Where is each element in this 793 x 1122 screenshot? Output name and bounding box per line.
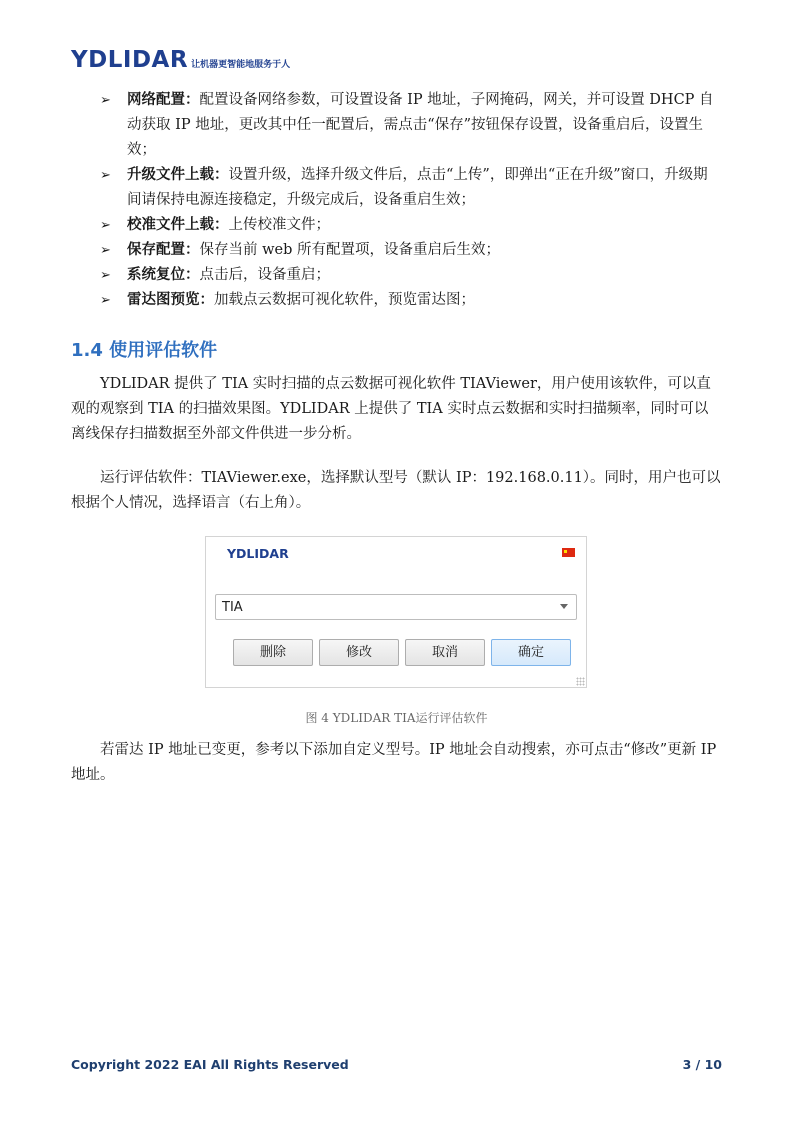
list-item — [100, 263, 720, 288]
model-select[interactable] — [215, 594, 577, 620]
list-item-text: 保存当前 web 所有配置项，设备重启后生效； — [199, 242, 500, 258]
chevron-down-icon[interactable] — [560, 604, 568, 609]
header-logo — [71, 48, 290, 72]
list-item — [100, 238, 720, 263]
list-item-text: 设置升级，选择升级文件后，点击“上传”，即弹出“正在升级”窗口，升级期间请保持电源连接稳定，升级完成后，设备重启生效； — [127, 167, 708, 208]
list-item-text: 加载点云数据可视化软件，预览雷达图； — [214, 292, 475, 308]
list-item-term: 校准文件上载： — [127, 217, 229, 233]
paragraph-run-software: 运行评估软件：TIAViewer.exe，选择默认型号（默认 IP：192.168.0.11）。同时，用户也可以根据个人情况，选择语言（右上角）。 — [71, 470, 721, 511]
list-item-text: 上传校准文件； — [228, 217, 330, 233]
page-footer — [71, 1057, 722, 1072]
list-item-term: 网络配置： — [127, 92, 200, 108]
arrow-bullet-icon: ➢ — [100, 218, 111, 233]
paragraph-ip-change: 若雷达 IP 地址已变更，参考以下添加自定义型号。IP 地址会自动搜索，亦可点击“修改”更新 IP 地址。 — [71, 742, 717, 783]
resize-grip-icon[interactable] — [576, 677, 585, 686]
model-select-value: TIA — [222, 600, 243, 615]
tiaviewer-dialog — [205, 536, 587, 688]
dialog-logo: YDLIDAR — [227, 546, 289, 561]
arrow-bullet-icon: ➢ — [100, 268, 111, 283]
figure-caption: 图 4 YDLIDAR TIA运行评估软件 — [305, 711, 488, 725]
cancel-button[interactable]: 取消 — [405, 639, 485, 666]
arrow-bullet-icon: ➢ — [100, 93, 111, 108]
logo-text: YDLIDAR — [71, 47, 189, 73]
page-number: 3 / 10 — [682, 1057, 722, 1072]
list-item — [100, 88, 720, 163]
list-item — [100, 163, 720, 213]
list-item-text: 配置设备网络参数，可设置设备 IP 地址，子网掩码，网关，并可设置 DHCP 自动获取 IP 地址，更改其中任一配置后，需点击“保存”按钮保存设置，设备重启后，设置生效； — [127, 92, 714, 158]
list-item — [100, 213, 720, 238]
list-item-term: 升级文件上载： — [127, 167, 229, 183]
arrow-bullet-icon: ➢ — [100, 168, 111, 183]
ok-button[interactable]: 确定 — [491, 639, 571, 666]
modify-button[interactable]: 修改 — [319, 639, 399, 666]
delete-button[interactable]: 删除 — [233, 639, 313, 666]
arrow-bullet-icon: ➢ — [100, 293, 111, 308]
paragraph-intro: YDLIDAR 提供了 TIA 实时扫描的点云数据可视化软件 TIAViewer，用户使用该软件，可以直观的观察到 TIA 的扫描效果图。YDLIDAR 上提供了 TIA 实时点云数据和实时扫描频率，同时可以离线保存扫描数据至外部文件供进一步分析。 — [71, 376, 711, 442]
list-item-term: 保存配置： — [127, 242, 200, 258]
list-item — [100, 288, 720, 313]
list-item-term: 雷达图预览： — [127, 292, 214, 308]
section-title: 1.4 使用评估软件 — [71, 340, 218, 361]
feature-list — [100, 88, 720, 313]
china-flag-icon[interactable] — [562, 548, 575, 557]
logo-tagline: 让机器更智能地服务于人 — [191, 60, 291, 70]
footer-copyright: Copyright 2022 EAI All Rights Reserved — [71, 1057, 349, 1072]
arrow-bullet-icon: ➢ — [100, 243, 111, 258]
list-item-term: 系统复位： — [127, 267, 200, 283]
list-item-text: 点击后，设备重启； — [199, 267, 330, 283]
